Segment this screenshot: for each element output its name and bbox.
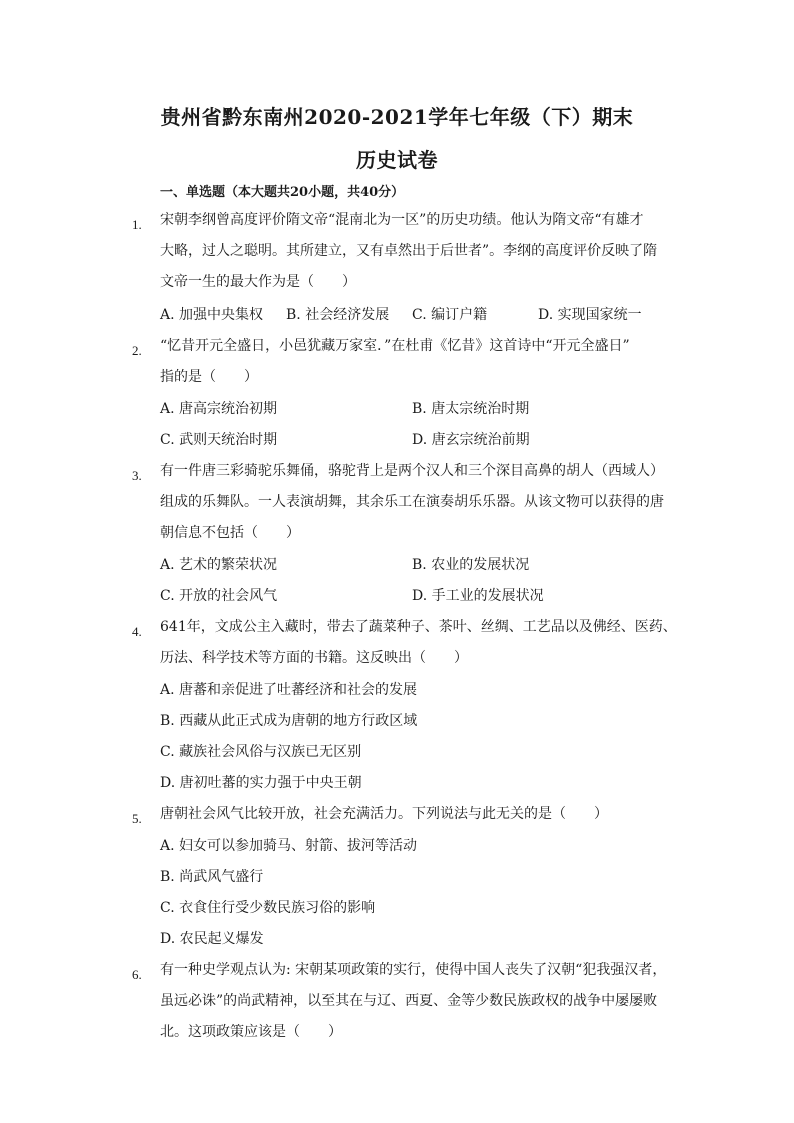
question-text-line: 历法、科学技术等方面的书籍。这反映出（ ） bbox=[160, 650, 468, 666]
option-c: C. 武则天统治时期 bbox=[160, 432, 278, 448]
option-b: B. 唐太宗统治时期 bbox=[412, 401, 530, 417]
option-a: A. 加强中央集权 bbox=[160, 307, 264, 323]
question-text-line: 朝信息不包括（ ） bbox=[160, 525, 300, 541]
option-a: A. 唐蕃和亲促进了吐蕃经济和社会的发展 bbox=[160, 682, 418, 698]
option-a: A. 唐高宗统治初期 bbox=[160, 401, 278, 417]
option-b: B. 尚武风气盛行 bbox=[160, 869, 264, 885]
question-number: 2. bbox=[132, 343, 142, 358]
option-c: C. 衣食住行受少数民族习俗的影响 bbox=[160, 900, 376, 916]
option-d: D. 手工业的发展状况 bbox=[412, 588, 544, 604]
option-a: A. 妇女可以参加骑马、射箭、拔河等活动 bbox=[160, 838, 418, 854]
question-text-line: 虽远必诛”的尚武精神，以至其在与辽、西夏、金等少数民族政权的战争中屡屡败 bbox=[160, 993, 658, 1009]
question-text-line: 宋朝李纲曾高度评价隋文帝“混南北为一区”的历史功绩。他认为隋文帝“有雄才 bbox=[160, 212, 644, 228]
question-text-line: 641年，文成公主入藏时，带去了蔬菜种子、茶叶、丝绸、工艺品以及佛经、医药、 bbox=[160, 619, 677, 635]
option-b: B. 农业的发展状况 bbox=[412, 557, 530, 573]
option-d: D. 实现国家统一 bbox=[538, 307, 642, 323]
question-number: 1. bbox=[132, 217, 142, 232]
option-d: D. 农民起义爆发 bbox=[160, 931, 264, 947]
question-text-line: “忆昔开元全盛日，小邑犹藏万家室．”在杜甫《忆昔》这首诗中“开元全盛日” bbox=[160, 338, 630, 354]
question-text-line: 组成的乐舞队。一人表演胡舞，其余乐工在演奏胡乐乐器。从该文物可以获得的唐 bbox=[160, 494, 664, 510]
question-text-line: 有一种史学观点认为: 宋朝某项政策的实行，使得中国人丧失了汉朝“犯我强汉者， bbox=[160, 962, 667, 978]
question-text-line: 北。这项政策应该是（ ） bbox=[160, 1024, 342, 1040]
question-text-line: 有一件唐三彩骑驼乐舞俑，骆驼背上是两个汉人和三个深目高鼻的胡人（西域人） bbox=[160, 463, 664, 479]
option-b: B. 社会经济发展 bbox=[286, 307, 390, 323]
option-c: C. 编订户籍 bbox=[412, 307, 488, 323]
exam-title-line-1: 贵州省黔东南州2020-2021学年七年级（下）期末 bbox=[160, 105, 634, 129]
question-number: 5. bbox=[132, 811, 142, 826]
exam-title-line-2: 历史试卷 bbox=[356, 148, 438, 172]
option-b: B. 西藏从此正式成为唐朝的地方行政区域 bbox=[160, 713, 418, 729]
question-number: 3. bbox=[132, 468, 142, 483]
section-heading: 一、单选题（本大题共20小题，共40分） bbox=[160, 185, 405, 200]
question-text-line: 指的是（ ） bbox=[160, 369, 258, 385]
option-a: A. 艺术的繁荣状况 bbox=[160, 557, 278, 573]
option-d: D. 唐玄宗统治前期 bbox=[412, 432, 530, 448]
question-text-line: 唐朝社会风气比较开放，社会充满活力。下列说法与此无关的是（ ） bbox=[160, 806, 608, 822]
option-c: C. 开放的社会风气 bbox=[160, 588, 278, 604]
question-number: 4. bbox=[132, 624, 142, 639]
option-d: D. 唐初吐蕃的实力强于中央王朝 bbox=[160, 775, 362, 791]
question-number: 6. bbox=[132, 967, 142, 982]
question-text-line: 大略，过人之聪明。其所建立，又有卓然出于后世者”。李纲的高度评价反映了隋 bbox=[160, 243, 658, 259]
option-c: C. 藏族社会风俗与汉族已无区别 bbox=[160, 744, 362, 760]
question-text-line: 文帝一生的最大作为是（ ） bbox=[160, 274, 356, 290]
